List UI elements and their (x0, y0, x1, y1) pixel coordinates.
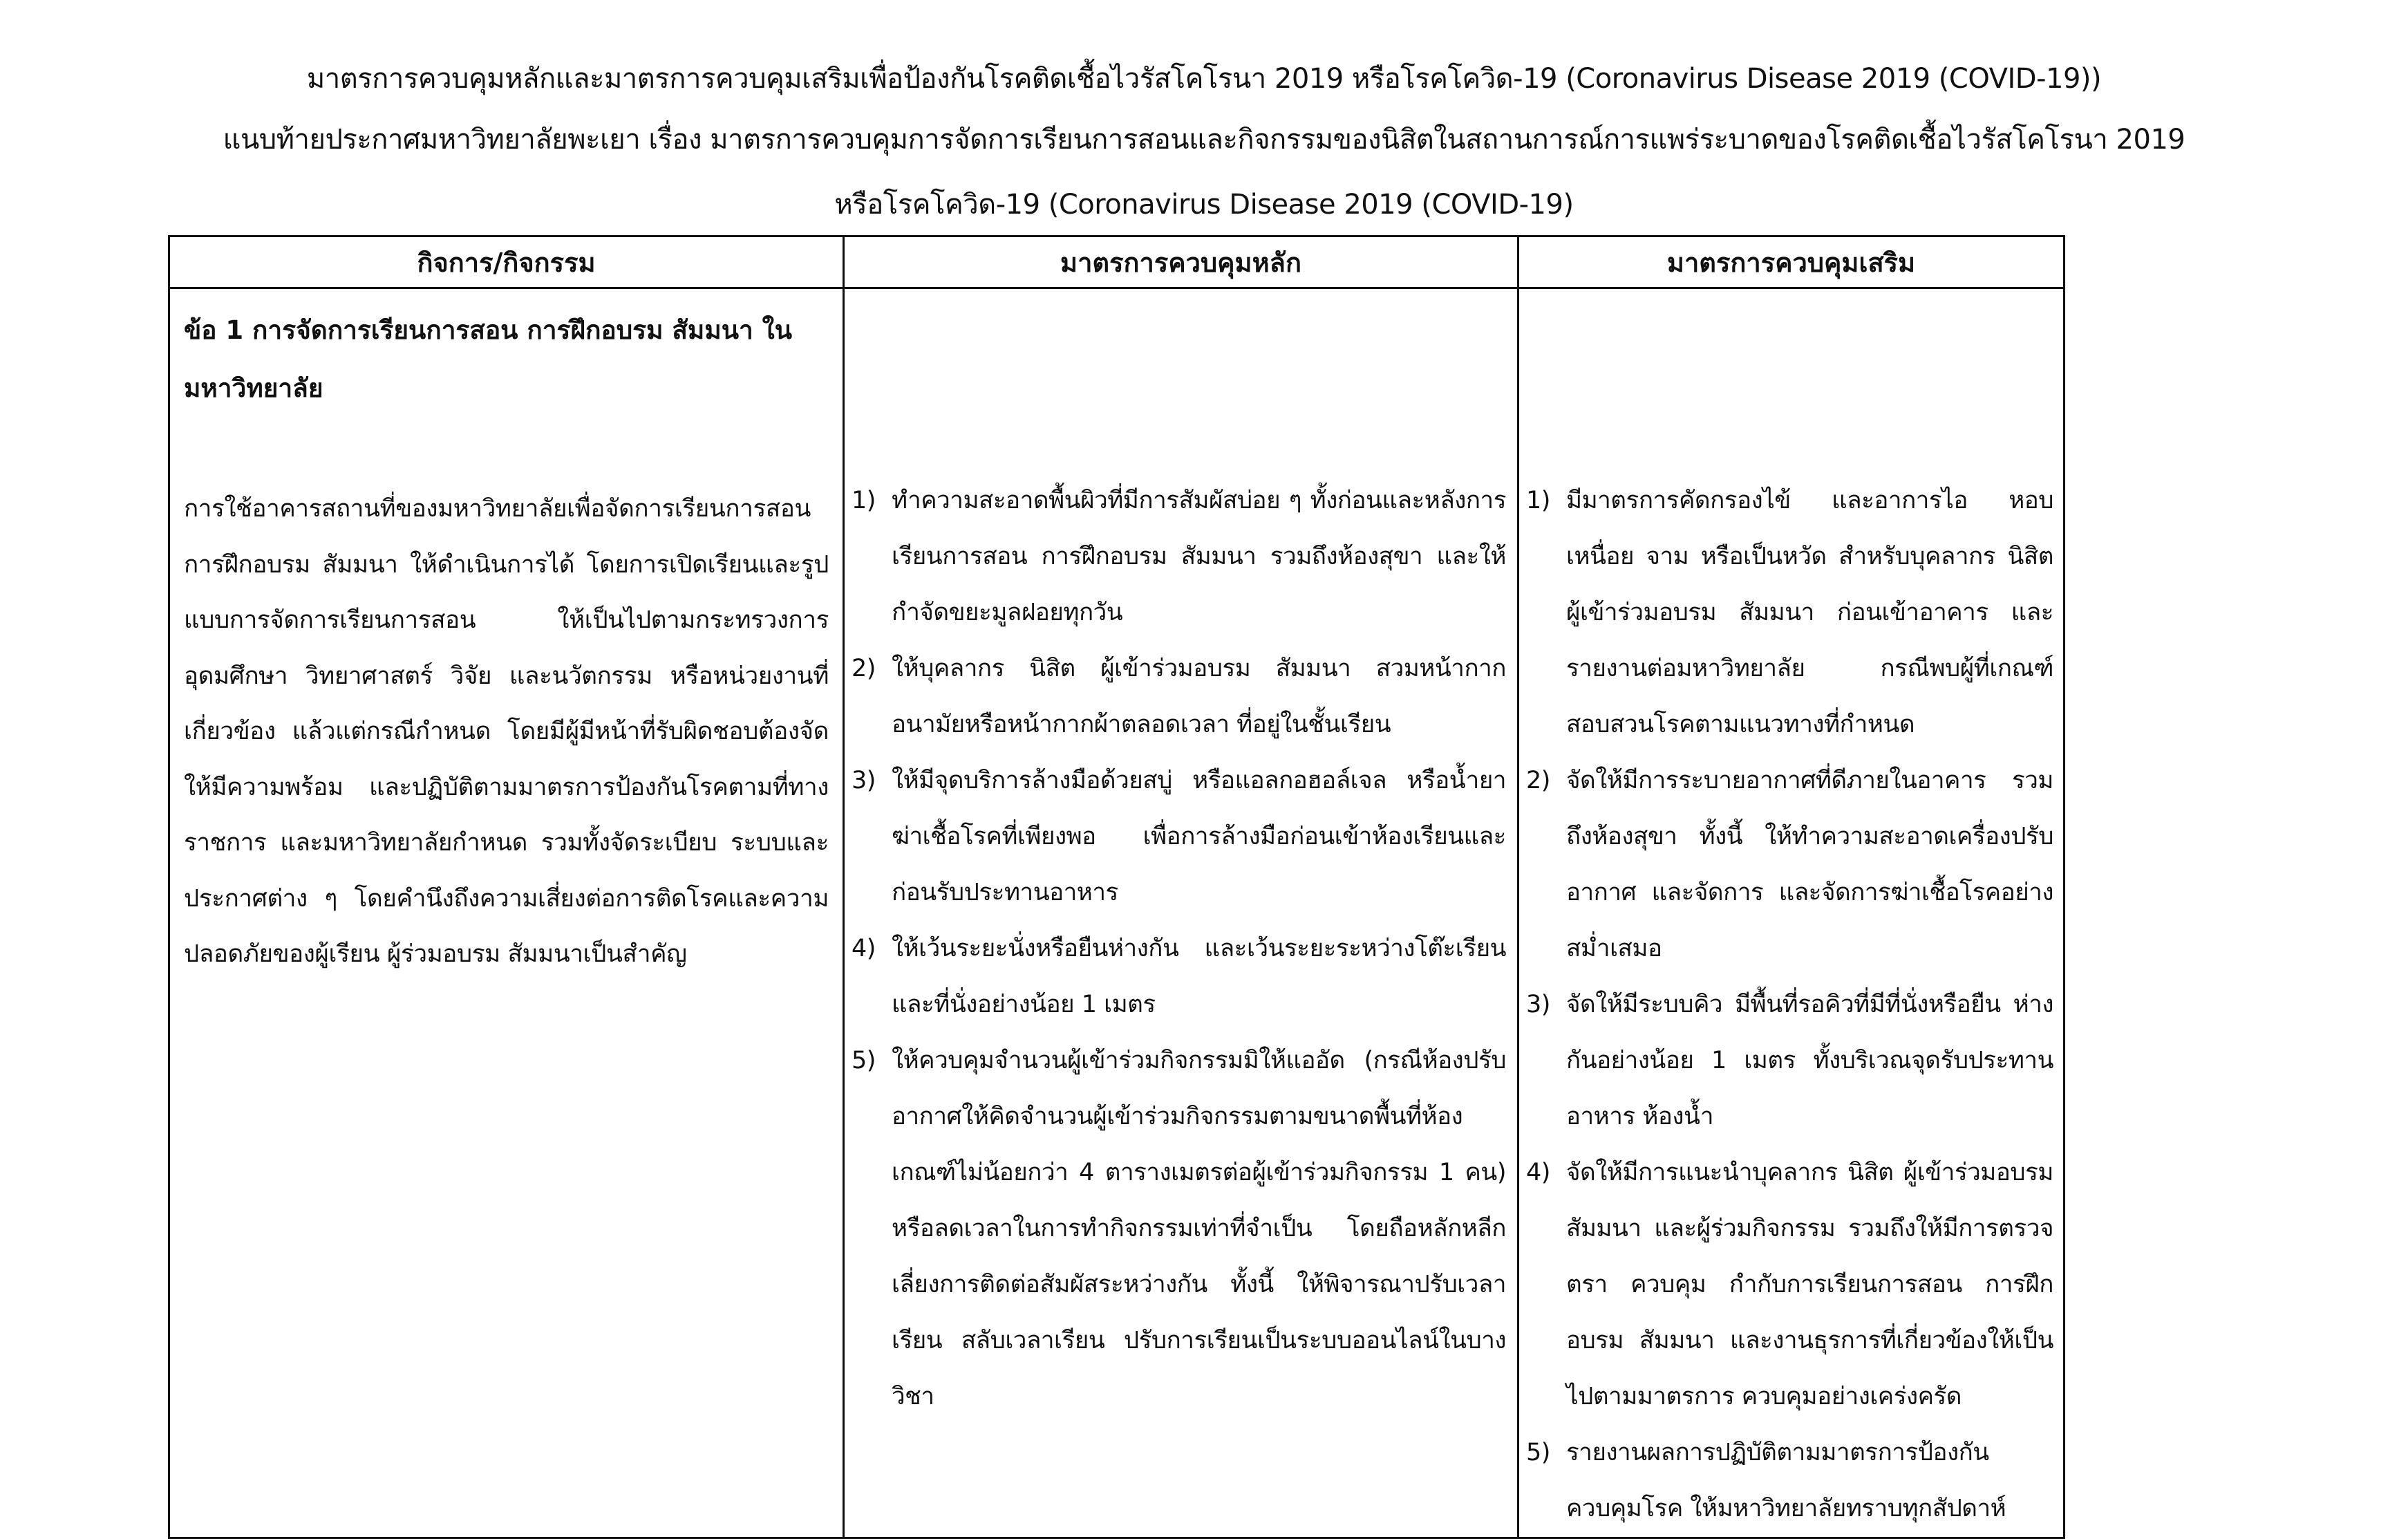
item-number: 3) (1526, 991, 1550, 1018)
item-number: 5) (852, 1047, 876, 1074)
main-measure-item (852, 921, 1506, 1033)
extra-measure-item (1526, 977, 2053, 1145)
extra-measures-list (1519, 289, 2063, 1537)
item-text: มีมาตรการคัดกรองไข้ และอาการไอ หอบเหนื่อย จาม หรือเป็นหวัด สำหรับบุคลากร นิสิต ผู้เข้าร่วมอบรม สัมมนา ก่อนเข้าอาคาร และรายงานต่อมหาวิทยาลัย กรณีพบผู้ที่เกณฑ์สอบสวนโรคตามแนวทางที่กำหนด (1566, 487, 2053, 738)
item-text: จัดให้มีการแนะนำบุคลากร นิสิต ผู้เข้าร่วมอบรม สัมมนา และผู้ร่วมกิจกรรม รวมถึงให้มีการตรวจตรา ควบคุม กำกับการเรียนการสอน การฝึกอบรม สัมมนา และงานธุรการที่เกี่ยวข้องให้เป็นไปตามมาตรการ ควบคุมอย่างเคร่งครัด (1566, 1159, 2053, 1410)
main-measure-item (852, 1033, 1506, 1425)
table-header-row (169, 236, 2064, 288)
item-number: 4) (852, 935, 876, 962)
main-measures-cell (844, 288, 1518, 1538)
extra-measure-item (1526, 1145, 2053, 1425)
table-row (169, 288, 2064, 1538)
main-measures-list (845, 289, 1517, 1425)
extra-measure-item (1526, 753, 2053, 977)
header-title-line-3: หรือโรคโควิด-19 (Coronavirus Disease 2019 (COVID-19) (834, 189, 1574, 221)
document-header (0, 64, 2408, 250)
main-measure-item (852, 753, 1506, 921)
main-measure-item (852, 473, 1506, 641)
extra-measure-item (1526, 1425, 2053, 1537)
item-number: 1) (1526, 487, 1550, 514)
item-text: ทำความสะอาดพื้นผิวที่มีการสัมผัสบ่อย ๆ ทั้งก่อนและหลังการเรียนการสอน การฝึกอบรม สัมมนา รวมถึงห้องสุขา และให้กำจัดขยะมูลฝอยทุกวัน (892, 487, 1506, 626)
activity-cell (169, 288, 844, 1538)
section-title: ข้อ 1 การจัดการเรียนการสอน การฝึกอบรม สัมมนา ในมหาวิทยาลัย (184, 315, 793, 403)
header-title-line-1: มาตรการควบคุมหลักและมาตรการควบคุมเสริมเพื่อป้องกันโรคติดเชื้อไวรัสโคโรนา 2019 หรือโรคโควิด-19 (Coronavirus Disease 2019 (COVID-19)) (306, 63, 2102, 95)
item-text: ให้เว้นระยะนั่งหรือยืนห่างกัน และเว้นระยะระหว่างโต๊ะเรียน และที่นั่งอย่างน้อย 1 เมตร (892, 935, 1506, 1018)
activity-description: การใช้อาคารสถานที่ของมหาวิทยาลัยเพื่อจัดการเรียนการสอน การฝึกอบรม สัมมนา ให้ดำเนินการได้ โดยการเปิดเรียนและรูปแบบการจัดการเรียนการสอน ให้เป็นไปตามกระทรวงการอุดมศึกษา วิทยาศาสตร์ วิจัย และนวัตกรรม หรือหน่วยงานที่เกี่ยวข้อง แล้วแต่กรณีกำหนด โดยมีผู้มีหน้าที่รับผิดชอบต้องจัดให้มีความพร้อม และปฏิบัติตามมาตรการป้องกันโรคตามที่ทางราชการ และมหาวิทยาลัยกำหนด รวมทั้งจัดระเบียบ ระบบและประกาศต่าง ๆ โดยคำนึงถึงความเสี่ยงต่อการติดโรคและความปลอดภัยของผู้เรียน ผู้ร่วมอบรม สัมมนาเป็นสำคัญ (184, 495, 829, 968)
item-number: 1) (852, 487, 876, 514)
item-text: ให้มีจุดบริการล้างมือด้วยสบู่ หรือแอลกอฮอล์เจล หรือน้ำยาฆ่าเชื้อโรคที่เพียงพอ เพื่อการล้างมือก่อนเข้าห้องเรียนและก่อนรับประทานอาหาร (892, 767, 1506, 906)
item-text: จัดให้มีระบบคิว มีพื้นที่รอคิวที่มีที่นั่งหรือยืน ห่างกันอย่างน้อย 1 เมตร ทั้งบริเวณจุดรับประทานอาหาร ห้องน้ำ (1566, 991, 2053, 1130)
item-number: 2) (852, 655, 876, 682)
extra-measure-item (1526, 473, 2053, 753)
header-title-line-2: แนบท้ายประกาศมหาวิทยาลัยพะเยา เรื่อง มาตรการควบคุมการจัดการเรียนการสอนและกิจกรรมของนิสิตในสถานการณ์การแพร่ระบาดของโรคติดเชื้อไวรัสโคโรนา 2019 (223, 124, 2185, 156)
item-text: ให้ควบคุมจำนวนผู้เข้าร่วมกิจกรรมมิให้แออัด (กรณีห้องปรับอากาศให้คิดจำนวนผู้เข้าร่วมกิจกรรมตามขนาดพื้นที่ห้อง เกณฑ์ไม่น้อยกว่า 4 ตารางเมตรต่อผู้เข้าร่วมกิจกรรม 1 คน) หรือลดเวลาในการทำกิจกรรมเท่าที่จำเป็น โดยถือหลักหลีกเลี่ยงการติดต่อสัมผัสระหว่างกัน ทั้งนี้ ให้พิจารณาปรับเวลาเรียน สลับเวลาเรียน ปรับการเรียนเป็นระบบออนไลน์ในบางวิชา (892, 1047, 1506, 1410)
measures-table (168, 235, 2065, 1539)
item-number: 5) (1526, 1439, 1550, 1466)
column-header-main-measures: มาตรการควบคุมหลัก (844, 236, 1518, 288)
item-text: รายงานผลการปฏิบัติตามมาตรการป้องกันควบคุมโรค ให้มหาวิทยาลัยทราบทุกสัปดาห์ (1566, 1439, 2006, 1522)
item-number: 2) (1526, 767, 1550, 794)
item-number: 3) (852, 767, 876, 794)
column-header-activity: กิจการ/กิจกรรม (169, 236, 844, 288)
item-number: 4) (1526, 1159, 1550, 1186)
item-text: จัดให้มีการระบายอากาศที่ดีภายในอาคาร รวมถึงห้องสุขา ทั้งนี้ ให้ทำความสะอาดเครื่องปรับอากาศ และจัดการ และจัดการฆ่าเชื้อโรคอย่างสม่ำเสมอ (1566, 767, 2053, 962)
extra-measures-cell (1518, 288, 2064, 1538)
main-measure-item (852, 641, 1506, 753)
column-header-extra-measures: มาตรการควบคุมเสริม (1518, 236, 2064, 288)
item-text: ให้บุคลากร นิสิต ผู้เข้าร่วมอบรม สัมมนา สวมหน้ากากอนามัยหรือหน้ากากผ้าตลอดเวลา ที่อยู่ในชั้นเรียน (892, 655, 1506, 738)
